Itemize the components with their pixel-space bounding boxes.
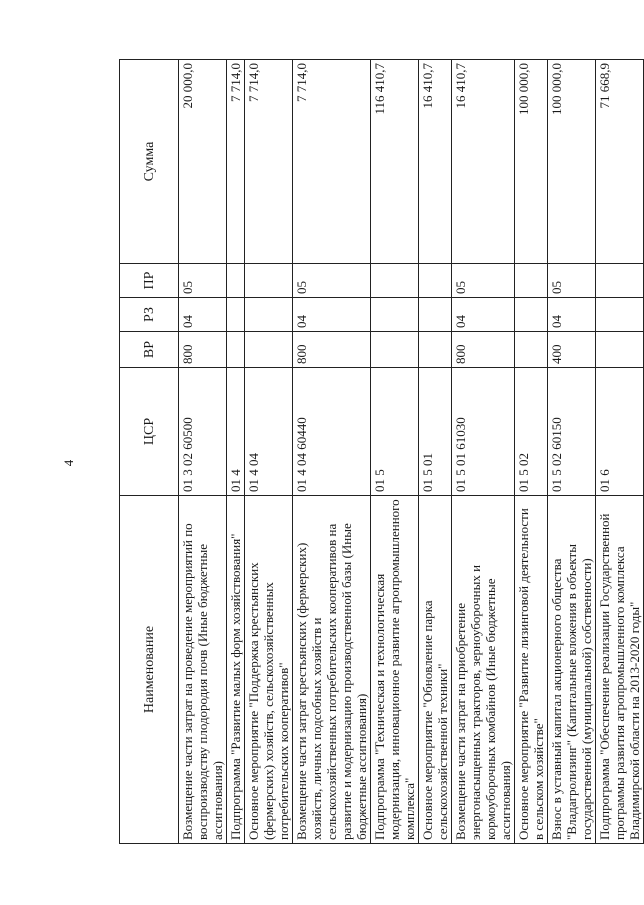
cell-rz: 04 [548,298,596,332]
cell-name: Основное мероприятие "Развитие лизинговой деятельности в сельском хозяйстве" [515,496,548,844]
cell-name: Основное мероприятие "Обновление парка сельскохозяйственной техники" [419,496,452,844]
cell-rz: 04 [452,298,515,332]
cell-sum: 7 714,0 [245,60,293,264]
cell-vr [371,332,419,368]
cell-csr: 01 5 01 61030 [452,368,515,496]
table-row [179,60,227,844]
cell-pr [515,264,548,298]
header-pr: ПР [120,264,179,298]
cell-name: Возмещение части затрат на проведение мероприятий по воспроизводству плодородия почв (Иные бюджетные ассигнования) [179,496,227,844]
cell-csr: 01 4 04 60440 [293,368,371,496]
cell-csr: 01 3 02 60500 [179,368,227,496]
cell-rz: 04 [293,298,371,332]
cell-sum: 116 410,7 [371,60,419,264]
table-row [293,60,371,844]
header-name: Наименование [120,496,179,844]
cell-rz [515,298,548,332]
cell-sum: 16 410,7 [452,60,515,264]
cell-rz [245,298,293,332]
table-row [227,60,245,844]
cell-sum: 100 000,0 [515,60,548,264]
cell-pr: 05 [548,264,596,298]
cell-name: Подпрограмма "Обеспечение реализации Государственной программы развития агропромышленного комплекса Владимирской области на 2013-2020 годы" [596,496,644,844]
cell-vr: 800 [179,332,227,368]
cell-csr: 01 6 [596,368,644,496]
cell-pr [371,264,419,298]
cell-csr: 01 4 [227,368,245,496]
cell-vr: 800 [293,332,371,368]
cell-pr [245,264,293,298]
cell-pr: 05 [293,264,371,298]
table-row [419,60,452,844]
cell-name: Взнос в уставный капитал акционерного общества "Владагролизинг" (Капитальные вложения в объекты государственной (муниципальной) собственности) [548,496,596,844]
table-row [596,60,644,844]
cell-vr [419,332,452,368]
cell-pr [227,264,245,298]
table-row [515,60,548,844]
cell-name: Основное мероприятие "Поддержка крестьянских (фермерских) хозяйств, сельскохозяйственных потребительских кооперативов" [245,496,293,844]
cell-pr [596,264,644,298]
cell-sum: 100 000,0 [548,60,596,264]
cell-sum: 7 714,0 [227,60,245,264]
table-header-row [120,60,179,844]
cell-vr [245,332,293,368]
cell-pr: 05 [452,264,515,298]
cell-vr: 400 [548,332,596,368]
cell-rz [419,298,452,332]
cell-name: Возмещение части затрат на приобретение энергонасыщенных тракторов, зерноуборочных и кормоуборочных комбайнов (Иные бюджетные ассигнования) [452,496,515,844]
cell-vr [515,332,548,368]
cell-csr: 01 5 02 60150 [548,368,596,496]
cell-pr [419,264,452,298]
cell-csr: 01 5 [371,368,419,496]
cell-sum: 20 000,0 [179,60,227,264]
header-rz: РЗ [120,298,179,332]
cell-vr: 800 [452,332,515,368]
cell-name: Подпрограмма "Развитие малых форм хозяйствования" [227,496,245,844]
page-number: 4 [61,459,76,467]
header-sum: Сумма [120,60,179,264]
table-row [371,60,419,844]
cell-sum: 7 714,0 [293,60,371,264]
header-csr: ЦСР [120,368,179,496]
cell-sum: 16 410,7 [419,60,452,264]
cell-csr: 01 4 04 [245,368,293,496]
cell-vr [596,332,644,368]
table-row [245,60,293,844]
cell-sum: 71 668,9 [596,60,644,264]
header-vr: ВР [120,332,179,368]
cell-name: Возмещение части затрат крестьянских (фермерских) хозяйств, личных подсобных хозяйств и сельскохозяйственных потребительских кооперативов на развитие и модернизацию производственной базы (Иные бюджетные ассигнования) [293,496,371,844]
cell-pr: 05 [179,264,227,298]
cell-vr [227,332,245,368]
rotated-table-container [119,60,642,844]
cell-name: Подпрограмма "Техническая и технологическая модернизация, инновационное развитие агропромышленного комплекса" [371,496,419,844]
table-row [452,60,515,844]
cell-rz: 04 [179,298,227,332]
budget-table [119,59,644,844]
cell-csr: 01 5 01 [419,368,452,496]
cell-rz [227,298,245,332]
cell-csr: 01 5 02 [515,368,548,496]
table-row [548,60,596,844]
cell-rz [371,298,419,332]
cell-rz [596,298,644,332]
